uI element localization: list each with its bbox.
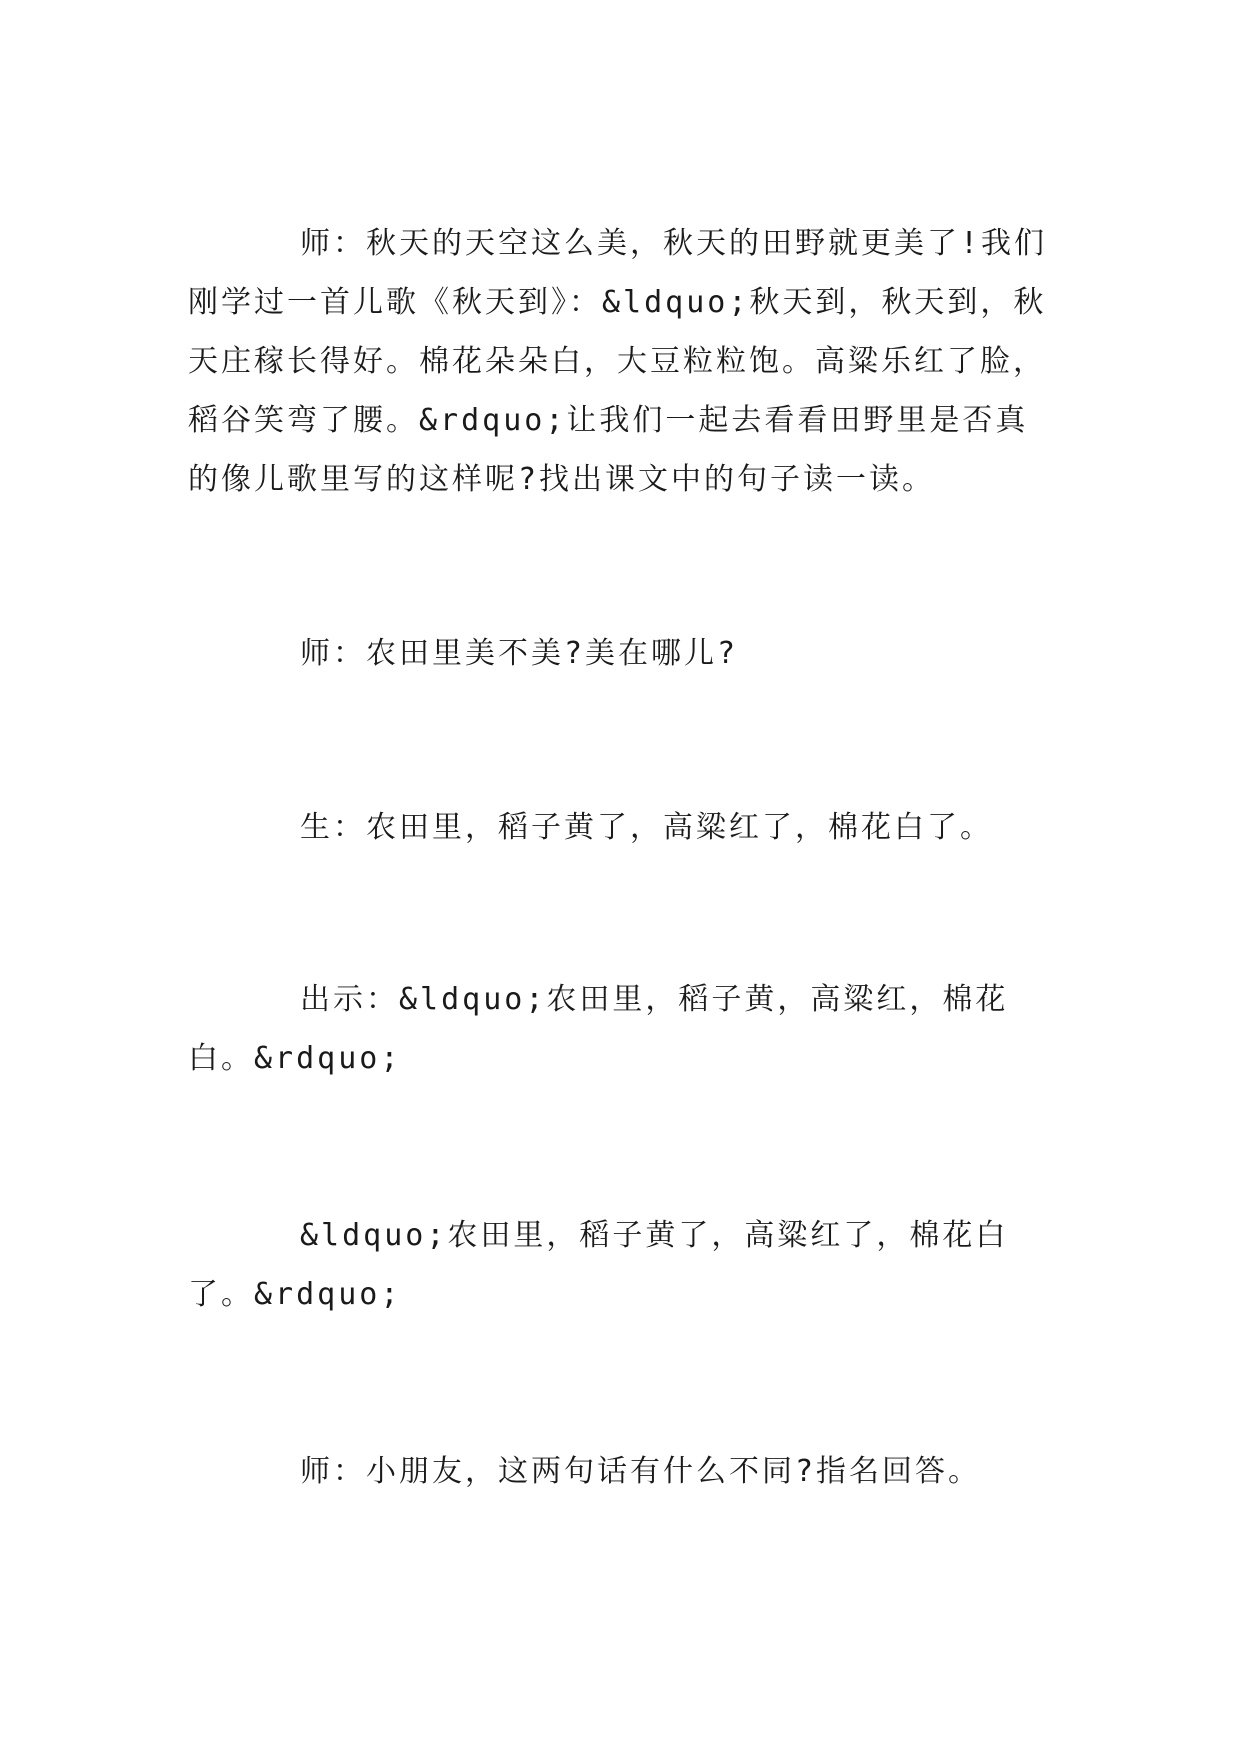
paragraph-student-answer: 生：农田里，稻子黄了，高粱红了，棉花白了。	[300, 810, 993, 845]
paragraph-teacher-compare: 师：小朋友，这两句话有什么不同?指名回答。	[300, 1454, 982, 1489]
paragraph-display-sentence-2: &ldquo;农田里，稻子黄了，高粱红了，棉花白了。&rdquo;	[188, 1218, 1009, 1312]
paragraph-teacher-intro: 师：秋天的天空这么美，秋天的田野就更美了!我们刚学过一首儿歌《秋天到》：&ldquo;秋天到，秋天到，秋天庄稼长得好。棉花朵朵白，大豆粒粒饱。高粱乐红了脸，稻谷笑弯了腰。&rdquo;让我们一起去看看田野里是否真的像儿歌里写的这样呢?找出课文中的句子读一读。	[188, 226, 1048, 497]
paragraph-display-sentence-1: 出示：&ldquo;农田里，稻子黄，高粱红，棉花白。&rdquo;	[188, 982, 1009, 1076]
paragraph-teacher-question: 师：农田里美不美?美在哪儿?	[300, 636, 739, 671]
